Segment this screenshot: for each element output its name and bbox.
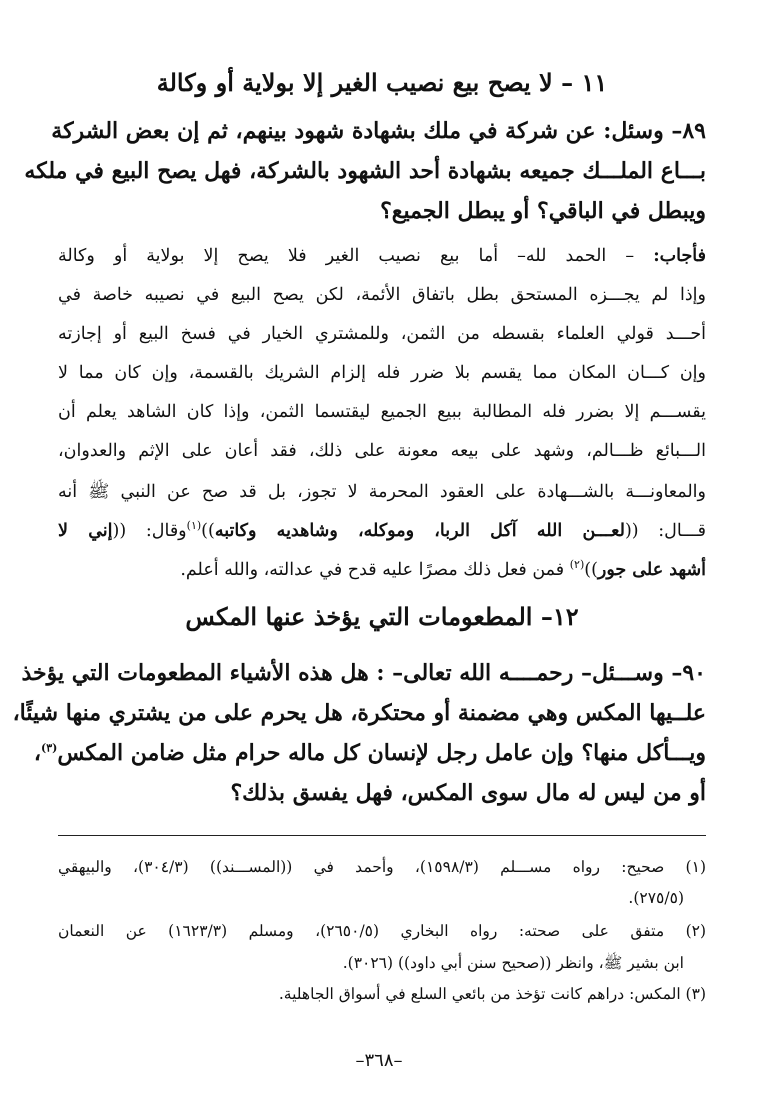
answer-line-1-text: – الحمد لله– أما بيع نصيب الغير فلا يصح إلا بولاية أو وكالة — [58, 246, 635, 266]
hadith-1: لعـــن الله آكل الربا، وموكله، وشاهديه وكاتبه — [214, 520, 625, 541]
hadith-1-close: )) — [201, 520, 215, 541]
question-90-line-2: علــيها المكس وهي مضمنة أو محتكرة، هل يحرم على من يشتري منها شيئًا، — [12, 700, 706, 726]
footnote-3: (٣) المكس: دراهم كانت تؤخذ من بائعي السلع في أسواق الجاهلية. — [278, 985, 706, 1003]
footnote-1-line-1: (١) صحيح: رواه مســـلم (١٥٩٨/٣)، وأحمد في ((المســـند)) (٣٠٤/٣)، والبيهقي — [58, 858, 706, 876]
footnote-divider — [58, 835, 706, 836]
question-90-line-1: ٩٠– وســـئل– رحمــــه الله تعالى– : هل هذه الأشياء المطعومات التي يؤخذ — [21, 660, 706, 686]
answer-line-7: والمعاونـــة بالشـــهادة على العقود المحرمة لا تجوز، بل قد صح عن النبي ﷺ أنه — [58, 482, 706, 502]
answer-line-3: أحـــد قولي العلماء بقسطه من الثمن، وللمشتري الخيار في فسخ البيع أو إجازته — [58, 324, 706, 344]
hadith-2-close: )) — [584, 559, 598, 580]
page-number: –٣٦٨– — [355, 1050, 403, 1071]
answer-line-1 — [58, 246, 706, 266]
hadith-2-part-1: إني لا — [58, 520, 113, 541]
footnote-1-line-2: (٢٧٥/٥). — [628, 889, 684, 907]
answer-line-4: وإن كـــان المكان مما يقسم بلا ضرر فله إلزام الشريك بالقسمة، وإن كان مما لا — [58, 363, 706, 383]
footnote-ref-3: (٣) — [40, 741, 58, 755]
question-90-line-3-comma: ، — [33, 740, 41, 766]
answer-line-2: وإذا لم يجـــزه المستحق بطل باتفاق الأئمة، لكن يصح البيع في نصيبه خاصة في — [58, 285, 706, 305]
question-89-line-3: ويبطل في الباقي؟ أو يبطل الجميع؟ — [380, 198, 706, 224]
question-89-line-1: ٨٩– وسئل: عن شركة في ملك بشهادة شهود بينهم، ثم إن بعض الشركة — [51, 118, 706, 144]
question-90-line-3 — [33, 740, 706, 766]
qaal-text: قـــال: (( — [624, 520, 706, 541]
footnote-2-line-2: ابن بشير ﷺ، وانظر ((صحيح سنن أبي داود)) (٣٠٢٦). — [342, 954, 684, 972]
question-89-line-2: بـــاع الملـــك جميعه بشهادة أحد الشهود بالشركة، فهل يصح البيع في ملكه — [24, 158, 706, 184]
answer-line-6: الـــبائع ظـــالم، وشهد على بيعه معونة على ذلك، فقد أعان على الإثم والعدوان، — [58, 441, 706, 461]
answer-label: فأجاب: — [653, 246, 706, 266]
section-heading-12: ١٢– المطعومات التي يؤخذ عنها المكس — [185, 602, 579, 631]
hadith-2-part-2: أشهد على جور — [597, 559, 706, 580]
footnote-2-line-1: (٢) متفق على صحته: رواه البخاري (٢٦٥٠/٥)، ومسلم (١٦٢٣/٣) عن النعمان — [58, 922, 707, 940]
answer-line-8 — [58, 519, 706, 541]
question-90-line-4: أو من ليس له مال سوى المكس، فهل يفسق بذلك؟ — [230, 780, 706, 806]
footnote-ref-2: (٢) — [569, 558, 585, 571]
waqaal-text: وقال: (( — [112, 520, 187, 541]
section-heading-11: ١١ – لا يصح بيع نصيب الغير إلا بولاية أو وكالة — [156, 68, 608, 97]
answer-conclusion: فمن فعل ذلك مصرًا عليه قدح في عدالته، والله أعلم. — [180, 559, 570, 580]
question-90-line-3-text: ويـــأكل منها؟ وإن عامل رجل لإنسان كل ماله حرام مثل ضامن المكس — [57, 740, 706, 766]
answer-line-9 — [58, 558, 706, 580]
answer-line-5: يقســـم إلا بضرر فله المطالبة ببيع الجميع ليقتسما الثمن، وإذا كان الشاهد يعلم أن — [58, 402, 706, 422]
footnote-ref-1: (١) — [186, 519, 202, 532]
